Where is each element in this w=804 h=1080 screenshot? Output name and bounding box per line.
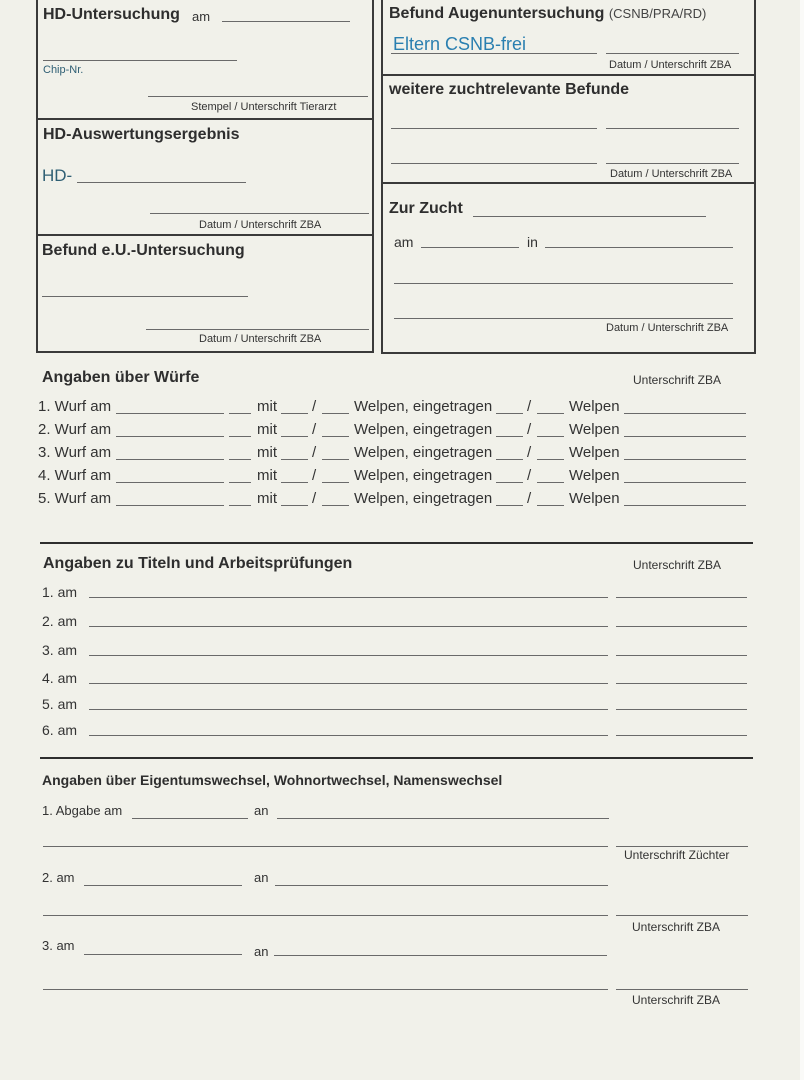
title-row-field[interactable]	[89, 735, 608, 736]
change-recipient-field-2[interactable]	[43, 915, 608, 916]
eye-exam-signature-label: Datum / Unterschrift ZBA	[609, 59, 732, 71]
section-divider-1	[40, 542, 753, 544]
title-row-signature-field[interactable]	[616, 597, 747, 598]
litter-male-count-field[interactable]	[281, 413, 308, 414]
eye-exam-title	[389, 5, 706, 23]
litter-registered-female-field[interactable]	[537, 413, 564, 414]
change-date-field[interactable]	[84, 885, 242, 886]
litter-label: 5. Wurf am	[38, 490, 112, 507]
litter-puppies-label: Welpen, eingetragen	[354, 398, 493, 415]
litters-title: Angaben über Würfe	[42, 369, 200, 386]
litter-extra-field[interactable]	[229, 413, 251, 414]
title-row-field[interactable]	[89, 655, 608, 656]
eu-exam-signature-label: Datum / Unterschrift ZBA	[199, 333, 322, 345]
breeding-findings-signature-field[interactable]	[606, 163, 739, 164]
litter-female-count-field[interactable]	[322, 459, 349, 460]
title-row-signature-field[interactable]	[616, 709, 747, 710]
litter-date-field[interactable]	[116, 482, 224, 483]
title-row-label: 4. am	[42, 670, 78, 686]
section-divider-2	[40, 757, 753, 759]
litter-date-field[interactable]	[116, 505, 224, 506]
litter-slash-2: /	[527, 467, 532, 484]
litter-registered-male-field[interactable]	[496, 436, 523, 437]
title-row-signature-field[interactable]	[616, 735, 747, 736]
litter-date-field[interactable]	[116, 436, 224, 437]
litter-male-count-field[interactable]	[281, 436, 308, 437]
litter-label: 3. Wurf am	[38, 444, 112, 461]
title-row-label: 2. am	[42, 613, 78, 629]
change-signature-label: Unterschrift ZBA	[632, 920, 721, 934]
litter-extra-field[interactable]	[229, 482, 251, 483]
litter-female-count-field[interactable]	[322, 436, 349, 437]
litter-signature-field[interactable]	[624, 459, 746, 460]
breeding-findings-title: weitere zuchtrelevante Befunde	[389, 81, 630, 98]
breeding-signature-label: Datum / Unterschrift ZBA	[606, 322, 729, 334]
vet-signature-field[interactable]	[148, 96, 368, 97]
breeding-findings-field-1[interactable]	[391, 128, 597, 129]
litter-registered-male-field[interactable]	[496, 482, 523, 483]
titles-signature-header: Unterschrift ZBA	[633, 558, 722, 572]
eu-exam-signature-field[interactable]	[146, 329, 369, 330]
litter-male-count-field[interactable]	[281, 505, 308, 506]
litters-signature-header: Unterschrift ZBA	[633, 373, 722, 387]
litter-with-label: mit	[257, 467, 277, 484]
litter-slash-2: /	[527, 444, 532, 461]
title-row-field[interactable]	[89, 683, 608, 684]
breeding-field[interactable]	[473, 216, 706, 217]
litter-label: 2. Wurf am	[38, 421, 112, 438]
change-row-label: 2. am	[42, 870, 75, 885]
hd-result-field[interactable]	[77, 182, 246, 183]
eye-exam-subtitle: (CSNB/PRA/RD)	[608, 6, 707, 21]
title-row-signature-field[interactable]	[616, 626, 747, 627]
litter-puppies-label: Welpen, eingetragen	[354, 467, 493, 484]
breeding-date-label: am	[394, 234, 414, 250]
litter-female-count-field[interactable]	[322, 413, 349, 414]
title-row-label: 3. am	[42, 642, 78, 658]
hd-result-prefix: HD-	[42, 166, 73, 185]
litter-female-count-field[interactable]	[322, 482, 349, 483]
hd-result-signature-label: Datum / Unterschrift ZBA	[199, 219, 322, 231]
change-recipient-field[interactable]	[277, 818, 609, 819]
chip-number-label: Chip-Nr.	[43, 64, 84, 76]
eye-exam-value[interactable]: Eltern CSNB-frei	[393, 34, 527, 54]
change-signature-field[interactable]	[616, 846, 748, 847]
litter-male-count-field[interactable]	[281, 482, 308, 483]
change-to-label: an	[254, 803, 269, 818]
litter-slash: /	[312, 398, 317, 415]
eu-exam-result-field[interactable]	[42, 296, 248, 297]
change-signature-field[interactable]	[616, 915, 748, 916]
page-edge	[800, 0, 804, 1080]
change-date-field[interactable]	[84, 954, 242, 955]
litter-extra-field[interactable]	[229, 505, 251, 506]
change-row-label: 1. Abgabe am	[42, 803, 123, 818]
eye-exam-signature-field[interactable]	[606, 53, 739, 54]
change-recipient-field-2[interactable]	[43, 846, 608, 847]
change-recipient-field[interactable]	[274, 955, 607, 956]
litter-female-count-field[interactable]	[322, 505, 349, 506]
litter-signature-field[interactable]	[624, 436, 746, 437]
litter-puppies-label-2: Welpen	[569, 490, 620, 507]
titles-title: Angaben zu Titeln und Arbeitsprüfungen	[43, 555, 353, 572]
eu-exam-title: Befund e.U.-Untersuchung	[42, 242, 245, 259]
litter-puppies-label-2: Welpen	[569, 398, 620, 415]
change-signature-label: Unterschrift Züchter	[624, 848, 730, 862]
breeding-signature-field[interactable]	[394, 318, 733, 319]
litter-signature-field[interactable]	[624, 482, 746, 483]
litter-registered-male-field[interactable]	[496, 505, 523, 506]
breeding-findings-date-field-1[interactable]	[606, 128, 739, 129]
litter-signature-field[interactable]	[624, 413, 746, 414]
breeding-title: Zur Zucht	[389, 200, 463, 217]
breeding-date-field[interactable]	[421, 247, 519, 248]
litter-with-label: mit	[257, 444, 277, 461]
breeding-place-field[interactable]	[545, 247, 733, 248]
litter-registered-female-field[interactable]	[537, 505, 564, 506]
litter-registered-male-field[interactable]	[496, 413, 523, 414]
hd-result-signature-field[interactable]	[150, 213, 369, 214]
litter-slash-2: /	[527, 490, 532, 507]
change-signature-label: Unterschrift ZBA	[632, 993, 721, 1007]
change-recipient-field[interactable]	[275, 885, 608, 886]
title-row-field[interactable]	[89, 709, 608, 710]
litter-registered-male-field[interactable]	[496, 459, 523, 460]
eye-exam-title-text: Befund Augenuntersuchung	[389, 5, 605, 22]
change-to-label: an	[254, 870, 269, 885]
litter-puppies-label-2: Welpen	[569, 467, 620, 484]
litter-extra-field[interactable]	[229, 436, 251, 437]
litter-male-count-field[interactable]	[281, 459, 308, 460]
litter-date-field[interactable]	[116, 413, 224, 414]
vet-signature-label: Stempel / Unterschrift Tierarzt	[191, 101, 337, 113]
litter-puppies-label-2: Welpen	[569, 421, 620, 438]
title-row-label: 6. am	[42, 722, 78, 738]
hd-exam-date-label: am	[192, 9, 211, 24]
litter-slash: /	[312, 421, 317, 438]
litter-slash: /	[312, 444, 317, 461]
litter-puppies-label: Welpen, eingetragen	[354, 421, 493, 438]
litter-slash-2: /	[527, 398, 532, 415]
litter-slash: /	[312, 467, 317, 484]
change-recipient-field-2[interactable]	[43, 989, 608, 990]
breeding-findings-field-2[interactable]	[391, 163, 597, 164]
litter-slash: /	[312, 490, 317, 507]
change-signature-field[interactable]	[616, 989, 748, 990]
title-row-signature-field[interactable]	[616, 683, 747, 684]
litter-date-field[interactable]	[116, 459, 224, 460]
title-row-signature-field[interactable]	[616, 655, 747, 656]
hd-result-title: HD-Auswertungsergebnis	[43, 126, 240, 143]
litter-puppies-label: Welpen, eingetragen	[354, 444, 493, 461]
litter-registered-female-field[interactable]	[537, 482, 564, 483]
litter-slash-2: /	[527, 421, 532, 438]
litter-puppies-label-2: Welpen	[569, 444, 620, 461]
chip-number-field[interactable]	[43, 60, 237, 61]
litter-with-label: mit	[257, 490, 277, 507]
hd-exam-date-field[interactable]	[222, 21, 350, 22]
title-row-field[interactable]	[89, 597, 608, 598]
litter-extra-field[interactable]	[229, 459, 251, 460]
litter-label: 1. Wurf am	[38, 398, 112, 415]
litter-puppies-label: Welpen, eingetragen	[354, 490, 493, 507]
breeding-findings-signature-label: Datum / Unterschrift ZBA	[610, 168, 733, 180]
breeding-line-1[interactable]	[394, 283, 733, 284]
litter-with-label: mit	[257, 398, 277, 415]
litter-with-label: mit	[257, 421, 277, 438]
hd-exam-title: HD-Untersuchung	[43, 6, 180, 23]
changes-title: Angaben über Eigentumswechsel, Wohnortwechsel, Namenswechsel	[42, 772, 503, 788]
breeding-place-label: in	[527, 234, 538, 250]
litter-signature-field[interactable]	[624, 505, 746, 506]
litter-label: 4. Wurf am	[38, 467, 112, 484]
change-date-field[interactable]	[132, 818, 248, 819]
title-row-field[interactable]	[89, 626, 608, 627]
change-to-label: an	[254, 944, 269, 959]
litter-registered-female-field[interactable]	[537, 436, 564, 437]
litter-registered-female-field[interactable]	[537, 459, 564, 460]
title-row-label: 1. am	[42, 584, 78, 600]
change-row-label: 3. am	[42, 938, 75, 953]
eye-exam-result-field[interactable]	[391, 53, 597, 54]
title-row-label: 5. am	[42, 696, 78, 712]
